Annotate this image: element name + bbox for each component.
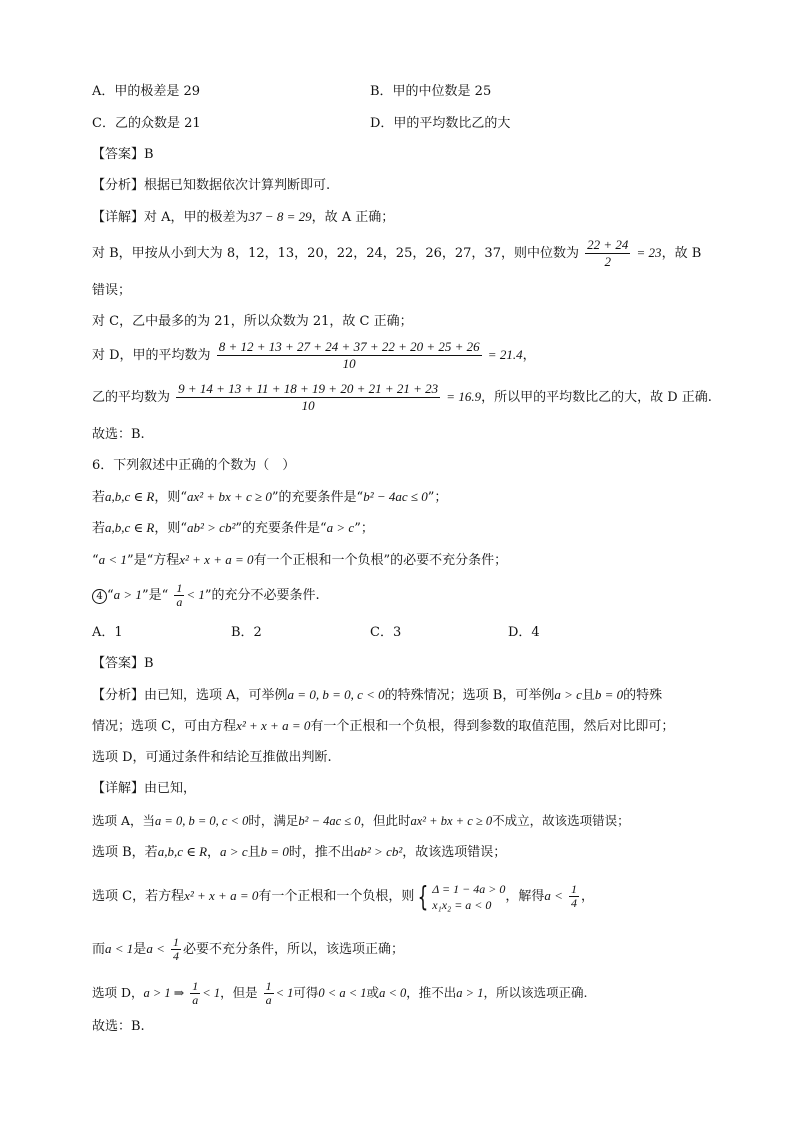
q5-option-b: B．甲的中位数是 25 <box>370 84 492 99</box>
q6-choose: 故选：B. <box>92 1019 145 1034</box>
q5-detail-a: 【详解】对 A，甲的极差为37 − 8 = 29，故 A 正确； <box>92 209 395 225</box>
q6-detail-c-cont: 而a < 1是a < $\frac{1}{4}$ 必要不充分条件，所以，该选项正确； <box>92 935 404 963</box>
q5-option-c: C．乙的众数是 21 <box>92 116 201 131</box>
q6-option-c: C．3 <box>370 625 402 640</box>
q5-answer: 【答案】B <box>92 147 154 162</box>
q6-analysis-line1: 【分析】由已知，选项 A，可举例a = 0, b = 0, c < 0的特殊情况；选项 B，可举例a > c且b = 0的特殊 <box>92 687 663 703</box>
q6-statement-3: “a < 1”是“方程x² + x + a = 0有一个正根和一个负根”的必要不充分条件； <box>92 552 508 568</box>
circled-number-four: 4 <box>92 589 107 604</box>
q6-answer: 【答案】B <box>92 656 154 671</box>
q5-choose: 故选：B. <box>92 427 145 442</box>
q6-detail-c: 选项 C，若方程x² + x + a = 0有一个正根和一个负根，则 { Δ = 1 − 4a > 0 x₁x₂ = a < 0 ，解得a < $\frac{1}{4}$ ， <box>92 879 595 913</box>
q6-analysis-line2: 情况；选项 C，可由方程x² + x + a = 0有一个正根和一个负根，得到参数的取值范围，然后对比即可； <box>92 718 675 734</box>
q5-option-d: D．甲的平均数比乙的大 <box>370 116 511 131</box>
q5-detail-d: 对 D，甲的平均数为 $\frac{8 + 12 + 13 + 27 + 24 + 37 + 22 + 20 + 25 + 26}{10}$ = 21.4， <box>92 339 536 371</box>
q5-detail-e: 乙的平均数为 $\frac{9 + 14 + 13 + 11 + 18 + 19 + 20 + 21 + 21 + 23}{10}$ = 16.9，所以甲的平均数比乙的大，故 D 正确. <box>92 381 712 413</box>
q6-statement-1: 若a,b,c ∈ R，则“ax² + bx + c ≥ 0”的充要条件是“b² − 4ac ≤ 0”； <box>92 489 448 505</box>
left-brace-icon: { <box>417 879 429 913</box>
q6-detail-d: 选项 D，a > 1 ⇒ $\frac{1}{a}$ < 1，但是 $\frac{1}{a}$ < 1可得0 < a < 1或a < 0，推不出a > 1，所以该选项正确. <box>92 979 588 1007</box>
q6-option-b: B．2 <box>231 625 262 640</box>
q6-detail-b: 选项 B，若a,b,c ∈ R，a > c且b = 0时，推不出ab² > cb²，故该选项错误； <box>92 844 507 860</box>
q5-detail-b: 对 B，甲按从小到大为 8，12，13，20，22，24，25，26，27，37，则中位数为 $\frac{22 + 24}{2}$ = 23，故 B <box>92 237 702 269</box>
q6-option-a: A．1 <box>92 625 123 640</box>
q6-statement-4: 4 “a > 1”是“ $\frac{1}{a}$ < 1”的充分不必要条件. <box>92 578 320 613</box>
q6-analysis-line3: 选项 D，可通过条件和结论互推做出判断. <box>92 750 332 765</box>
q5-analysis: 【分析】根据已知数据依次计算判断即可. <box>92 178 331 193</box>
q5-detail-b-cont: 错误； <box>92 283 132 298</box>
q6-detail: 【详解】由已知， <box>92 781 197 796</box>
q6-statement-2: 若a,b,c ∈ R，则“ab² > cb²”的充要条件是“a > c”； <box>92 520 374 536</box>
q6-detail-a: 选项 A，当a = 0, b = 0, c < 0时，满足b² − 4ac ≤ 0，但此时ax² + bx + c ≥ 0不成立，故该选项错误； <box>92 813 630 828</box>
q6-stem: 6．下列叙述中正确的个数为（ ） <box>92 458 296 473</box>
q5-option-a: A．甲的极差是 29 <box>92 84 201 99</box>
q6-option-d: D．4 <box>508 625 540 640</box>
q5-detail-c: 对 C，乙中最多的为 21，所以众数为 21，故 C 正确； <box>92 314 413 329</box>
